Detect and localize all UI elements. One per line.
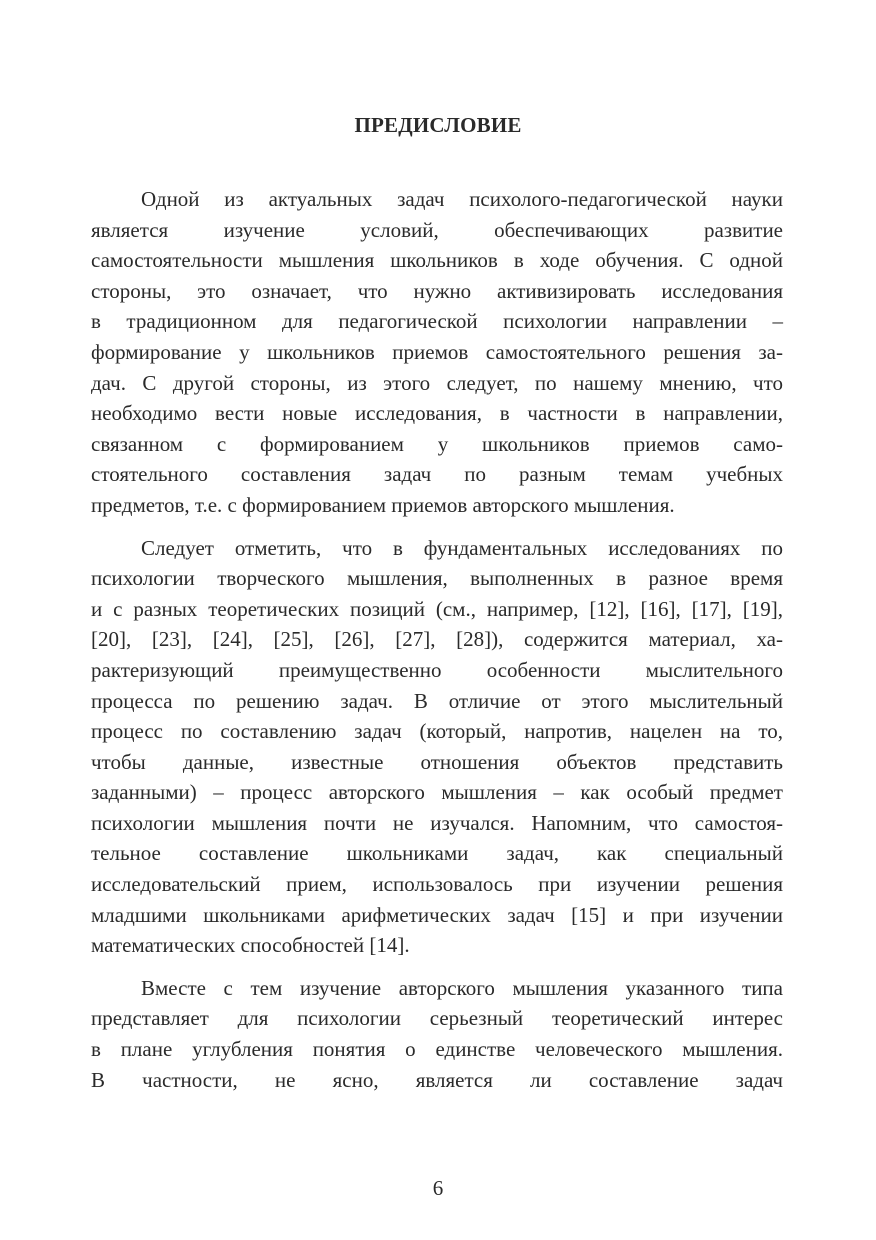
page-title: ПРЕДИСЛОВИЕ (354, 113, 522, 137)
text-line: самостоятельности мышления школьников в ходе обучения. С одной (91, 248, 783, 273)
text-line: представляет для психологии серьезный теоретический интерес (91, 1006, 783, 1031)
text-line: связанном с формированием у школьников приемов само- (91, 431, 783, 456)
text-line: стороны, это означает, что нужно активизировать исследования (91, 278, 783, 303)
text-line: в традиционном для педагогической психологии направлении – (91, 309, 783, 334)
body-text (91, 184, 783, 1107)
page-number: 6 (432, 1176, 444, 1200)
text-line: чтобы данные, известные отношения объектов представить (91, 749, 783, 774)
text-line: Одной из актуальных задач психолого-педагогической науки (141, 187, 783, 211)
text-line: и с разных теоретических позиций (см., например, [12], [16], [17], [19], (91, 596, 783, 621)
text-line: исследовательский прием, использовалось при изучении решения (91, 872, 783, 897)
text-line: стоятельного составления задач по разным темам учебных (91, 462, 783, 487)
text-line: предметов, т.е. с формированием приемов авторского мышления. (91, 492, 675, 517)
paragraph-2 (91, 533, 783, 961)
text-line: психологии творческого мышления, выполненных в разное время (91, 566, 783, 591)
paragraph-1 (91, 184, 783, 521)
text-line: Следует отметить, что в фундаментальных исследованиях по (141, 535, 783, 560)
text-line: математических способностей [14]. (91, 933, 410, 958)
text-line: заданными) – процесс авторского мышления – как особый предмет (91, 780, 783, 805)
text-line: [20], [23], [24], [25], [26], [27], [28]), содержится материал, ха- (91, 627, 783, 652)
text-line: процесса по решению задач. В отличие от этого мыслительный (91, 688, 783, 713)
text-line: младшими школьниками арифметических задач [15] и при изучении (91, 902, 783, 927)
text-line: формирование у школьников приемов самостоятельного решения за- (91, 339, 783, 364)
text-line: является изучение условий, обеспечивающих развитие (91, 217, 783, 242)
text-line: в плане углубления понятия о единстве человеческого мышления. (91, 1037, 783, 1062)
text-line: дач. С другой стороны, из этого следует, по нашему мнению, что (91, 370, 783, 395)
text-line: психологии мышления почти не изучался. Напомним, что самостоя- (91, 810, 783, 835)
text-line: Вместе с тем изучение авторского мышления указанного типа (141, 975, 783, 1000)
text-line: тельное составление школьниками задач, как специальный (91, 841, 783, 866)
text-line: рактеризующий преимущественно особенности мыслительного (91, 657, 783, 682)
text-line: процесс по составлению задач (который, напротив, нацелен на то, (91, 719, 783, 744)
text-line: необходимо вести новые исследования, в частности в направлении, (91, 401, 783, 426)
paragraph-3 (91, 973, 783, 1095)
text-line: В частности, не ясно, является ли составление задач (91, 1067, 783, 1092)
